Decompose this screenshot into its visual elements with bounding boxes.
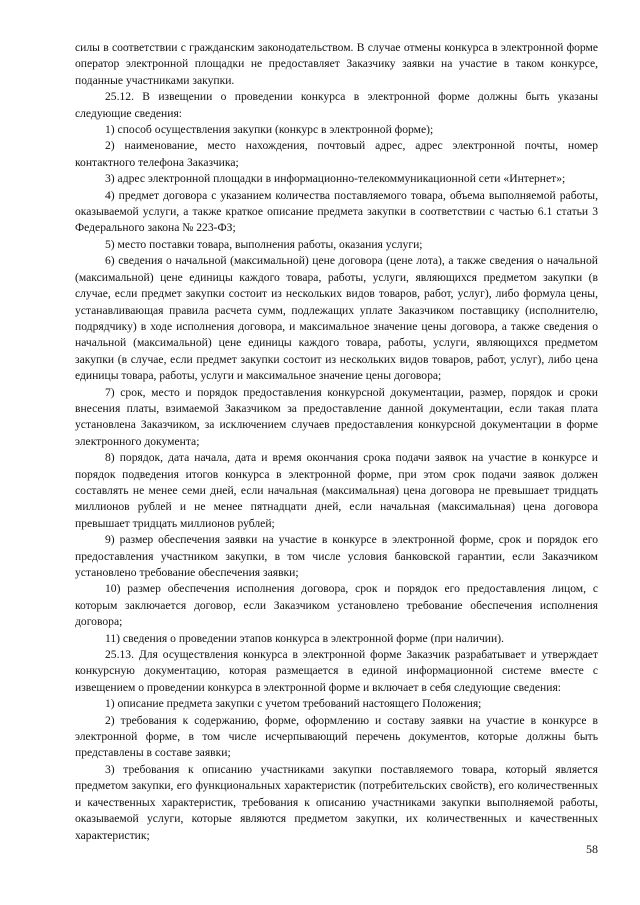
list-item-6: 6) сведения о начальной (максимальной) цене договора (цене лота), а также сведения о начальной (максимальной) цене единицы каждого товара, работы, услуги, являющихся предметом закупки (в случае, если предмет закупки состоит из нескольких видов товаров, работ, услуг), либо формула цены, устанавливающая правила расчета сумм, подлежащих уплате Заказчиком поставщику (исполнителю, подрядчику) в ходе исполнения договора, и максимальное значение цены договора, а также сведения о начальной (максимальной) цене единицы каждого товара, работы, услуги, являющихся предметом закупки (в случае, если предмет закупки состоит из нескольких видов товаров, работ, услуг), либо цена единицы товара, работы, услуги и максимальное значение цены договора;	[75, 254, 598, 383]
list-item-8: 8) порядок, дата начала, дата и время окончания срока подачи заявок на участие в конкурсе и порядок подведения итогов конкурса в электронной форме, при этом срок подачи заявок должен составлять не менее семи дней, если начальная (максимальная) цена договора не превышает тридцать миллионов рублей и не менее пятнадцати дней, если начальная (максимальная) цена договора превышает тридцать миллионов рублей;	[75, 451, 598, 530]
page-number: 58	[586, 842, 598, 856]
paragraph-25-12: 25.12. В извещении о проведении конкурса в электронной форме должны быть указаны следующие сведения:	[75, 90, 598, 120]
doc-list-item-1: 1) описание предмета закупки с учетом требований настоящего Положения;	[105, 697, 482, 711]
doc-list-item-3: 3) требования к описанию участниками закупки поставляемого товара, который является предметом закупки, его функциональных характеристик (потребительских свойств), его количественных и качественных характеристик, требования к описанию участниками закупки выполняемой работы, оказываемой услуги, которые являются предметом закупки, их количественных и качественных характеристик;	[75, 762, 598, 842]
list-item-5: 5) место поставки товара, выполнения работы, оказания услуги;	[105, 237, 423, 251]
list-item-9: 9) размер обеспечения заявки на участие в конкурсе в электронной форме, срок и порядок его предоставления участником закупки, в том числе условия банковской гарантии, если Заказчиком установлено требование обеспечения заявки;	[75, 533, 598, 579]
paragraph-25-13: 25.13. Для осуществления конкурса в электронной форме Заказчик разрабатывает и утверждает конкурсную документацию, которая размещается в единой информационной системе вместе с извещением о проведении конкурса в электронной форме и включает в себя следующие сведения:	[75, 648, 598, 694]
list-item-10: 10) размер обеспечения исполнения договора, срок и порядок его предоставления лицом, с которым заключается договор, если Заказчиком установлено требование обеспечения исполнения договора;	[75, 582, 598, 629]
list-item-7: 7) срок, место и порядок предоставления конкурсной документации, размер, порядок и сроки внесения платы, взимаемой Заказчиком за предоставление данной документации, если такая плата установлена Заказчиком, за исключением случаев предоставления конкурсной документации в форме электронного документа;	[75, 385, 598, 448]
doc-list-item-2: 2) требования к содержанию, форме, оформлению и составу заявки на участие в конкурсе в электронной форме, в том числе исчерпывающий перечень документов, которые должны быть представлены в составе заявки;	[75, 713, 598, 760]
paragraph-continuation: силы в соответствии с гражданским законодательством. В случае отмены конкурса в электронной форме оператор электронной площадки не предоставляет Заказчику заявки на участие в таком конкурсе, поданные участниками закупки.	[75, 41, 598, 87]
list-item-11: 11) сведения о проведении этапов конкурса в электронной форме (при наличии).	[105, 631, 504, 645]
list-item-1: 1) способ осуществления закупки (конкурс в электронной форме);	[105, 123, 434, 137]
list-item-4: 4) предмет договора с указанием количества поставляемого товара, объема выполняемой работы, оказываемой услуги, а также краткое описание предмета закупки в соответствии с частью 6.1 статьи 3 Федерального закона № 223-ФЗ;	[75, 188, 598, 235]
list-item-2: 2) наименование, место нахождения, почтовый адрес, адрес электронной почты, номер контактного телефона Заказчика;	[75, 139, 598, 169]
list-item-3: 3) адрес электронной площадки в информационно-телекоммуникационной сети «Интернет»;	[105, 172, 566, 186]
document-page	[75, 40, 598, 844]
